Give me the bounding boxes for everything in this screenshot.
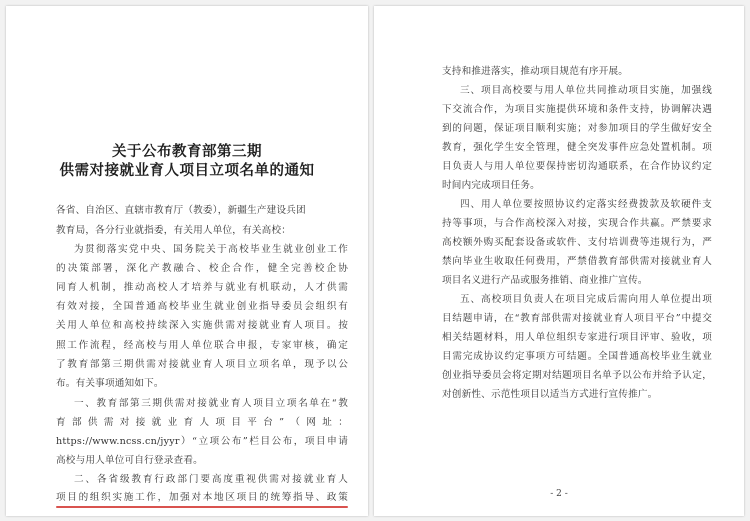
highlight-underline: [56, 506, 348, 508]
body-text-line: 对创新性、示范性项目以适当方式进行宣传推广。: [442, 389, 658, 400]
body-text-line: 同育人机制，推动高校人才培养与就业有机联动，人才供需: [56, 282, 348, 293]
body-text-line: 支持和推进落实，推动项目规范有序开展。: [442, 66, 629, 77]
body-text-line: 时间内完成项目任务。: [442, 180, 540, 191]
body-text-line: 持等事项，与合作高校深入对接，实现合作共赢。严禁要求: [442, 218, 712, 229]
notice-title-line-2: 供需对接就业育人项目立项名单的通知: [59, 162, 315, 179]
body-text-line: 关用人单位和高校持续深入实施供需对接就业育人项目。按: [56, 320, 348, 331]
body-text-line: 创业指导委员会将定期对结题项目名单予以公布并给予认定，: [442, 370, 712, 381]
body-text-line: 相关结题材料，用人单位组织专家进行项目评审、验收，项: [442, 332, 712, 343]
body-text-line: https://www.ncss.cn/jyyr）“立项公布”栏目公布，项目申请: [56, 436, 348, 447]
body-text-line: 项目的组织实施工作，加强对本地区项目的统筹指导、政策: [56, 492, 348, 503]
body-text-line: 各省、自治区、直辖市教育厅（教委），新疆生产建设兵团: [56, 205, 306, 216]
body-text-line: 布。有关事项通知如下。: [56, 378, 164, 389]
body-text-line: 有效对接，全国普通高校毕业生就业创业指导委员会组织有: [56, 301, 348, 312]
document-page-right: [374, 6, 744, 516]
body-text-line: 照工作流程，经高校与用人单位联合申报，专家审核，确定: [56, 340, 348, 351]
body-text-line: 下交流合作，为项目实施提供环境和条件支持，协调解决遇: [442, 104, 712, 115]
notice-title-line-1: 关于公布教育部第三期: [112, 143, 262, 160]
body-text-line: 二、各省级教育行政部门要高度重视供需对接就业育人: [74, 474, 348, 485]
body-text-line: 禁向毕业生收取任何费用，严禁借教育部供需对接就业育人: [442, 256, 712, 267]
body-text-line: 四、用人单位要按照协议约定落实经费拨款及软硬件支: [460, 199, 712, 210]
body-text-line: 的决策部署，深化产教融合、校企合作，健全完善校企协: [56, 263, 348, 274]
document-page-left: [6, 6, 368, 516]
body-text-line: 教育局，各分行业就指委，有关用人单位，有关高校：: [56, 225, 292, 236]
body-text-line: 项目名义进行产品或服务推销、商业推广宣传。: [442, 275, 648, 286]
body-text-line: 目需完成协议约定事项方可结题。全国普通高校毕业生就业: [442, 351, 712, 362]
body-text-line: 教育，强化学生安全管理，健全突发事件应急处置机制。项: [442, 142, 712, 153]
body-text-line: 目负责人与用人单位要保持密切沟通联系，在合作协议约定: [442, 161, 712, 172]
body-text-line: 高校与用人单位可自行登录查看。: [56, 455, 203, 466]
body-text-line: 到的问题，保证项目顺利实施；对参加项目的学生做好安全: [442, 123, 712, 134]
body-text-line: 育部供需对接就业育人项目平台”（网址：: [56, 417, 348, 428]
body-text-line: 三、项目高校要与用人单位共同推动项目实施，加强线: [460, 85, 712, 96]
body-text-line: 了教育部第三期供需对接就业育人项目立项名单，现予以公: [56, 359, 348, 370]
body-text-line: 高校额外购买配套设备或软件、支付培训费等违规行为，严: [442, 237, 712, 248]
body-text-line: 为贯彻落实党中央、国务院关于高校毕业生就业创业工作: [74, 244, 348, 255]
page-number: - 2 -: [550, 489, 568, 499]
body-text-line: 一、教育部第三期供需对接就业育人项目立项名单在“教: [74, 398, 348, 409]
body-text-line: 五、高校项目负责人在项目完成后需向用人单位提出项: [460, 294, 712, 305]
body-text-line: 目结题申请，在“教育部供需对接就业育人项目平台”中提交: [442, 313, 712, 324]
